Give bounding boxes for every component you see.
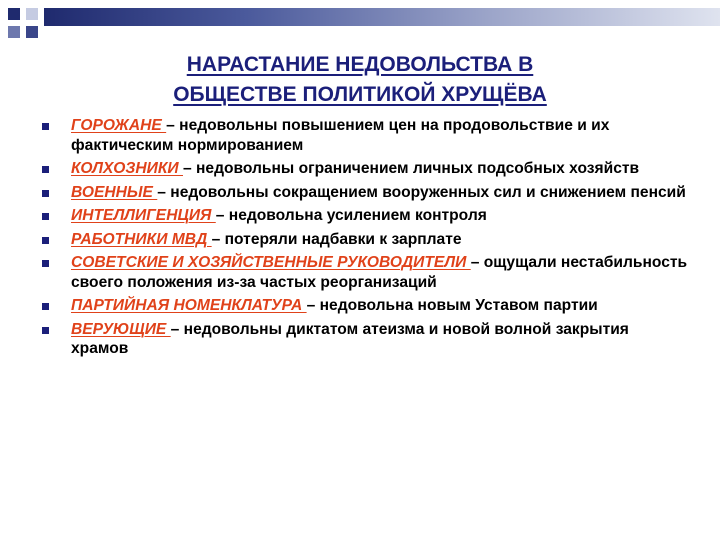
square-bullet-icon	[42, 327, 49, 334]
group-name: ВЕРУЮЩИЕ	[71, 320, 171, 338]
group-description: – недовольна новым Уставом партии	[306, 297, 598, 314]
grievance-list	[40, 116, 690, 363]
deco-square-dark	[8, 8, 20, 20]
square-bullet-icon	[42, 213, 49, 220]
deco-square-light	[26, 8, 38, 20]
group-name: РАБОТНИКИ МВД	[71, 230, 212, 248]
group-name: ВОЕННЫЕ	[71, 183, 158, 201]
group-name: СОВЕТСКИЕ И ХОЗЯЙСТВЕННЫЕ РУКОВОДИТЕЛИ	[71, 254, 471, 271]
list-item	[40, 116, 690, 155]
deco-square-mid	[8, 26, 20, 38]
group-description: – недовольны диктатом атеизма и новой волной закрытия храмов	[71, 320, 629, 357]
group-name: КОЛХОЗНИКИ	[71, 160, 183, 177]
group-description: – недовольна усилением контроля	[215, 207, 487, 224]
square-bullet-icon	[42, 166, 49, 173]
list-item	[40, 159, 690, 179]
list-item	[40, 206, 690, 226]
square-bullet-icon	[42, 260, 49, 267]
deco-square-blue	[26, 26, 38, 38]
list-item	[40, 230, 690, 250]
title-line-2: ОБЩЕСТВЕ ПОЛИТИКОЙ ХРУЩЁВА	[173, 83, 547, 106]
group-description: – недовольны повышением цен на продовольствие и их фактическим нормированием	[71, 117, 610, 154]
square-bullet-icon	[42, 123, 49, 130]
group-description: – потеряли надбавки к зарплате	[211, 230, 462, 248]
list-item	[40, 183, 690, 203]
group-description: – недовольны сокращением вооруженных сил и снижением пенсий	[157, 183, 686, 201]
group-name: ГОРОЖАНЕ	[71, 117, 167, 134]
list-item	[40, 296, 690, 316]
header-gradient-bar	[44, 8, 720, 26]
list-item	[40, 320, 690, 359]
square-bullet-icon	[42, 303, 49, 310]
list-item	[40, 253, 690, 292]
title-line-1: НАРАСТАНИЕ НЕДОВОЛЬСТВА В	[186, 53, 534, 76]
group-name: ИНТЕЛЛИГЕНЦИЯ	[71, 207, 216, 224]
group-description: – ощущали нестабильность своего положения из-за частых реорганизаций	[71, 254, 688, 291]
square-bullet-icon	[42, 190, 49, 197]
slide-title	[60, 50, 660, 110]
square-bullet-icon	[42, 237, 49, 244]
group-description: – недовольны ограничением личных подсобных хозяйств	[182, 160, 640, 177]
group-name: ПАРТИЙНАЯ НОМЕНКЛАТУРА	[71, 297, 307, 314]
